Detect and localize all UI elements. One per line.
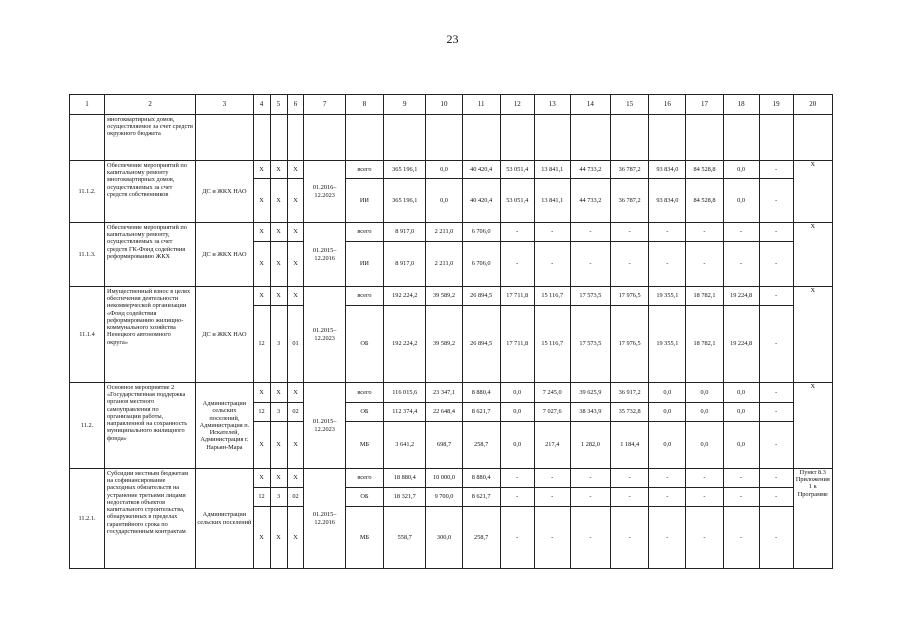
funding-source: МБ — [345, 507, 383, 569]
cell — [345, 115, 383, 161]
column-header: 11 — [462, 95, 500, 115]
budget-code-cell: 12 — [253, 306, 270, 383]
value-cell: 36 787,2 — [611, 179, 649, 223]
value-cell: 15 116,7 — [534, 287, 570, 306]
funding-source: всего — [345, 287, 383, 306]
value-cell: - — [649, 223, 686, 242]
header-row — [70, 95, 833, 115]
continuation-name: многоквартирных домов, осуществляемое за счет средств окружного бюджета — [105, 115, 196, 161]
value-cell: - — [570, 507, 610, 569]
cell — [270, 115, 287, 161]
value-cell: - — [611, 223, 649, 242]
funding-source: всего — [345, 469, 383, 488]
budget-code-cell: X — [287, 422, 304, 469]
value-cell: 7 245,0 — [534, 383, 570, 403]
value-cell: 0,0 — [426, 161, 462, 179]
value-cell: 18 880,4 — [384, 469, 426, 488]
value-cell: - — [649, 469, 686, 488]
value-cell: 17 573,5 — [570, 287, 610, 306]
value-cell: 93 834,0 — [649, 179, 686, 223]
column-header: 17 — [686, 95, 723, 115]
column-header: 14 — [570, 95, 610, 115]
value-cell: - — [500, 469, 534, 488]
item-code: 11.1.4 — [70, 287, 105, 383]
budget-code-cell: X — [253, 179, 270, 223]
value-cell: 365 196,1 — [384, 179, 426, 223]
budget-code-cell: 02 — [287, 403, 304, 422]
value-cell: 84 528,8 — [686, 161, 723, 179]
value-cell: 0,0 — [723, 422, 759, 469]
column-header: 19 — [759, 95, 793, 115]
value-cell: - — [534, 469, 570, 488]
column-header: 4 — [253, 95, 270, 115]
value-cell: - — [686, 469, 723, 488]
budget-code-cell: X — [270, 223, 287, 242]
value-cell: - — [759, 469, 793, 488]
value-cell: 39 625,9 — [570, 383, 610, 403]
budget-code-cell: X — [287, 507, 304, 569]
item-name: Субсидии местным бюджетам на софинансирование расходных обязательств на устранение третьими лицами недостатков объектов капитального строительства, обнаруженных в пределах гарантийного срока по государственным контрактам — [105, 469, 196, 569]
value-cell: 2 211,0 — [426, 223, 462, 242]
budget-code-cell: 01 — [287, 306, 304, 383]
value-cell: 8 880,4 — [462, 383, 500, 403]
value-cell: 19 355,1 — [649, 287, 686, 306]
value-cell: - — [759, 306, 793, 383]
value-cell: 8 621,7 — [462, 403, 500, 422]
budget-code-cell: X — [287, 242, 304, 287]
budget-code-cell: X — [270, 507, 287, 569]
value-cell: - — [534, 488, 570, 507]
item-period: 01.2015–12.2023 — [304, 287, 345, 383]
value-cell: 35 732,8 — [611, 403, 649, 422]
column-header: 2 — [105, 95, 196, 115]
budget-code-cell: X — [253, 422, 270, 469]
value-cell: 38 343,9 — [570, 403, 610, 422]
budget-code-cell: X — [287, 469, 304, 488]
value-cell: 17 976,5 — [611, 287, 649, 306]
budget-code-cell: X — [287, 179, 304, 223]
value-cell: 365 196,1 — [384, 161, 426, 179]
funding-source: всего — [345, 383, 383, 403]
value-cell: - — [500, 223, 534, 242]
value-cell: 36 917,2 — [611, 383, 649, 403]
value-cell: - — [723, 507, 759, 569]
value-cell: 0,0 — [500, 422, 534, 469]
cell — [462, 115, 500, 161]
value-cell: 558,7 — [384, 507, 426, 569]
funding-source: всего — [345, 161, 383, 179]
cell — [500, 115, 534, 161]
funding-source: ОБ — [345, 403, 383, 422]
column-header: 5 — [270, 95, 287, 115]
item-executor: Администрации сельских поселений — [196, 469, 253, 569]
value-cell: 53 051,4 — [500, 179, 534, 223]
value-cell: - — [759, 179, 793, 223]
value-cell: 3 641,2 — [384, 422, 426, 469]
value-cell: 192 224,2 — [384, 287, 426, 306]
cell — [793, 115, 832, 161]
value-cell: 2 211,0 — [426, 242, 462, 287]
column-header: 20 — [793, 95, 832, 115]
value-cell: - — [686, 242, 723, 287]
cell — [570, 115, 610, 161]
item-period: 01.2016–12.2023 — [304, 161, 345, 223]
value-cell: 0,0 — [649, 383, 686, 403]
budget-code-cell: X — [253, 223, 270, 242]
value-cell: 0,0 — [500, 403, 534, 422]
value-cell: - — [534, 507, 570, 569]
value-cell: 17 976,5 — [611, 306, 649, 383]
cell — [287, 115, 304, 161]
column-header: 13 — [534, 95, 570, 115]
column-header: 18 — [723, 95, 759, 115]
value-cell: 0,0 — [500, 383, 534, 403]
value-cell: - — [611, 488, 649, 507]
value-cell: - — [723, 223, 759, 242]
item-code: 11.2. — [70, 383, 105, 469]
value-cell: 0,0 — [649, 422, 686, 469]
value-cell: - — [759, 507, 793, 569]
budget-code-cell: X — [270, 469, 287, 488]
continuation-row — [70, 115, 833, 161]
table-row — [70, 469, 833, 488]
value-cell: 0,0 — [723, 403, 759, 422]
value-cell: 0,0 — [686, 383, 723, 403]
budget-code-cell: X — [253, 161, 270, 179]
value-cell: - — [649, 507, 686, 569]
item-note: X — [793, 161, 832, 223]
value-cell: - — [686, 223, 723, 242]
value-cell: 1 282,0 — [570, 422, 610, 469]
item-executor: Администрации сельских поселений, Администрация п. Искателей, Администрация г. Нарьян-Мара — [196, 383, 253, 469]
item-note: Пункт 8.3 Приложения 1 к Программе — [793, 469, 832, 569]
value-cell: 8 917,0 — [384, 223, 426, 242]
value-cell: 112 374,4 — [384, 403, 426, 422]
item-name: Основное мероприятие 2 «Государственная поддержка органов местного самоуправления по организации работы, направленной на сохранность муниципального жилищного фонда» — [105, 383, 196, 469]
value-cell: 19 355,1 — [649, 306, 686, 383]
value-cell: 0,0 — [686, 422, 723, 469]
value-cell: 26 894,5 — [462, 306, 500, 383]
value-cell: 26 894,5 — [462, 287, 500, 306]
program-table — [69, 94, 833, 569]
value-cell: - — [500, 242, 534, 287]
value-cell: - — [570, 242, 610, 287]
value-cell: 36 787,2 — [611, 161, 649, 179]
value-cell: - — [759, 403, 793, 422]
item-code: 11.1.2. — [70, 161, 105, 223]
column-header: 8 — [345, 95, 383, 115]
column-header: 7 — [304, 95, 345, 115]
value-cell: 40 420,4 — [462, 161, 500, 179]
value-cell: 0,0 — [723, 161, 759, 179]
value-cell: 13 841,1 — [534, 179, 570, 223]
cell — [253, 115, 270, 161]
value-cell: 18 782,1 — [686, 306, 723, 383]
funding-source: ИИ — [345, 179, 383, 223]
value-cell: - — [759, 223, 793, 242]
item-name: Обеспечение мероприятий по капитальному ремонту многоквартирных домов, осуществляемых за счет средств собственников — [105, 161, 196, 223]
value-cell: 192 224,2 — [384, 306, 426, 383]
budget-code-cell: X — [253, 383, 270, 403]
budget-code-cell: X — [270, 383, 287, 403]
cell — [70, 115, 105, 161]
value-cell: - — [611, 469, 649, 488]
value-cell: 19 224,8 — [723, 306, 759, 383]
value-cell: - — [759, 383, 793, 403]
value-cell: 17 711,8 — [500, 306, 534, 383]
value-cell: 300,0 — [426, 507, 462, 569]
funding-source: ИИ — [345, 242, 383, 287]
value-cell: - — [759, 422, 793, 469]
table-row — [70, 161, 833, 179]
item-code: 11.2.1. — [70, 469, 105, 569]
budget-code-cell: 3 — [270, 306, 287, 383]
value-cell: - — [759, 242, 793, 287]
value-cell: - — [686, 507, 723, 569]
value-cell: 258,7 — [462, 507, 500, 569]
value-cell: - — [611, 242, 649, 287]
budget-code-cell: 3 — [270, 488, 287, 507]
value-cell: 22 648,4 — [426, 403, 462, 422]
column-header: 12 — [500, 95, 534, 115]
value-cell: 13 841,1 — [534, 161, 570, 179]
value-cell: 9 700,0 — [426, 488, 462, 507]
value-cell: 23 347,1 — [426, 383, 462, 403]
value-cell: - — [723, 469, 759, 488]
value-cell: 0,0 — [723, 179, 759, 223]
budget-code-cell: 12 — [253, 488, 270, 507]
item-executor: ДС и ЖКХ НАО — [196, 161, 253, 223]
value-cell: - — [500, 488, 534, 507]
value-cell: 44 733,2 — [570, 179, 610, 223]
value-cell: 18 321,7 — [384, 488, 426, 507]
value-cell: 0,0 — [723, 383, 759, 403]
item-note: X — [793, 287, 832, 383]
column-header: 3 — [196, 95, 253, 115]
column-header: 9 — [384, 95, 426, 115]
value-cell: - — [759, 488, 793, 507]
cell — [686, 115, 723, 161]
value-cell: - — [570, 488, 610, 507]
value-cell: - — [534, 242, 570, 287]
budget-code-cell: 02 — [287, 488, 304, 507]
table-row — [70, 223, 833, 242]
value-cell: 1 184,4 — [611, 422, 649, 469]
item-name: Имущественный взнос в целях обеспечения деятельности некоммерческой организации «Фонд содействия реформированию жилищно-коммунального хозяйства Ненецкого автономного округа» — [105, 287, 196, 383]
value-cell: 17 711,8 — [500, 287, 534, 306]
item-note: X — [793, 383, 832, 469]
value-cell: 93 834,0 — [649, 161, 686, 179]
value-cell: 19 224,8 — [723, 287, 759, 306]
page-number: 23 — [446, 32, 459, 46]
value-cell: 10 000,0 — [426, 469, 462, 488]
budget-code-cell: X — [270, 242, 287, 287]
budget-code-cell: X — [270, 179, 287, 223]
value-cell: 258,7 — [462, 422, 500, 469]
budget-code-cell: X — [253, 507, 270, 569]
value-cell: 217,4 — [534, 422, 570, 469]
value-cell: - — [534, 223, 570, 242]
budget-code-cell: X — [253, 469, 270, 488]
value-cell: 0,0 — [649, 403, 686, 422]
cell — [534, 115, 570, 161]
funding-source: всего — [345, 223, 383, 242]
cell — [723, 115, 759, 161]
item-period: 01.2015–12.2016 — [304, 223, 345, 287]
budget-code-cell: X — [287, 223, 304, 242]
value-cell: 40 420,4 — [462, 179, 500, 223]
value-cell: 6 706,0 — [462, 223, 500, 242]
table-row — [70, 383, 833, 403]
value-cell: - — [723, 242, 759, 287]
value-cell: 6 706,0 — [462, 242, 500, 287]
value-cell: - — [649, 242, 686, 287]
value-cell: 18 782,1 — [686, 287, 723, 306]
budget-code-cell: 3 — [270, 403, 287, 422]
value-cell: 8 880,4 — [462, 469, 500, 488]
value-cell: - — [611, 507, 649, 569]
cell — [304, 115, 345, 161]
column-header: 15 — [611, 95, 649, 115]
value-cell: 15 116,7 — [534, 306, 570, 383]
value-cell: - — [570, 469, 610, 488]
budget-code-cell: X — [287, 161, 304, 179]
cell — [611, 115, 649, 161]
funding-source: МБ — [345, 422, 383, 469]
value-cell: - — [723, 488, 759, 507]
item-note: X — [793, 223, 832, 287]
value-cell: 39 589,2 — [426, 287, 462, 306]
value-cell: - — [686, 488, 723, 507]
value-cell: - — [570, 223, 610, 242]
value-cell: - — [500, 507, 534, 569]
funding-source: ОБ — [345, 306, 383, 383]
budget-code-cell: X — [287, 383, 304, 403]
budget-code-cell: X — [270, 287, 287, 306]
value-cell: 7 027,6 — [534, 403, 570, 422]
value-cell: 0,0 — [686, 403, 723, 422]
value-cell: - — [649, 488, 686, 507]
value-cell: 84 528,8 — [686, 179, 723, 223]
cell — [426, 115, 462, 161]
value-cell: 698,7 — [426, 422, 462, 469]
item-executor: ДС и ЖКХ НАО — [196, 287, 253, 383]
value-cell: 116 015,6 — [384, 383, 426, 403]
budget-code-cell: X — [253, 287, 270, 306]
cell — [196, 115, 253, 161]
column-header: 10 — [426, 95, 462, 115]
item-name: Обеспечение мероприятий по капитальному ремонту, осуществляемых за счет средств ГК-Фонд содействия реформированию ЖКХ — [105, 223, 196, 287]
budget-code-cell: X — [287, 287, 304, 306]
cell — [649, 115, 686, 161]
value-cell: 17 573,5 — [570, 306, 610, 383]
value-cell: - — [759, 287, 793, 306]
column-header: 1 — [70, 95, 105, 115]
value-cell: 8 621,7 — [462, 488, 500, 507]
column-header: 16 — [649, 95, 686, 115]
value-cell: 44 733,2 — [570, 161, 610, 179]
value-cell: - — [759, 161, 793, 179]
item-executor: ДС и ЖКХ НАО — [196, 223, 253, 287]
budget-code-cell: X — [270, 161, 287, 179]
budget-code-cell: X — [270, 422, 287, 469]
funding-source: ОБ — [345, 488, 383, 507]
table-row — [70, 287, 833, 306]
item-period: 01.2015–12.2016 — [304, 469, 345, 569]
item-code: 11.1.3. — [70, 223, 105, 287]
cell — [759, 115, 793, 161]
item-period: 01.2015–12.2023 — [304, 383, 345, 469]
value-cell: 0,0 — [426, 179, 462, 223]
value-cell: 39 589,2 — [426, 306, 462, 383]
budget-code-cell: X — [253, 242, 270, 287]
column-header: 6 — [287, 95, 304, 115]
cell — [384, 115, 426, 161]
value-cell: 8 917,0 — [384, 242, 426, 287]
budget-code-cell: 12 — [253, 403, 270, 422]
value-cell: 53 051,4 — [500, 161, 534, 179]
